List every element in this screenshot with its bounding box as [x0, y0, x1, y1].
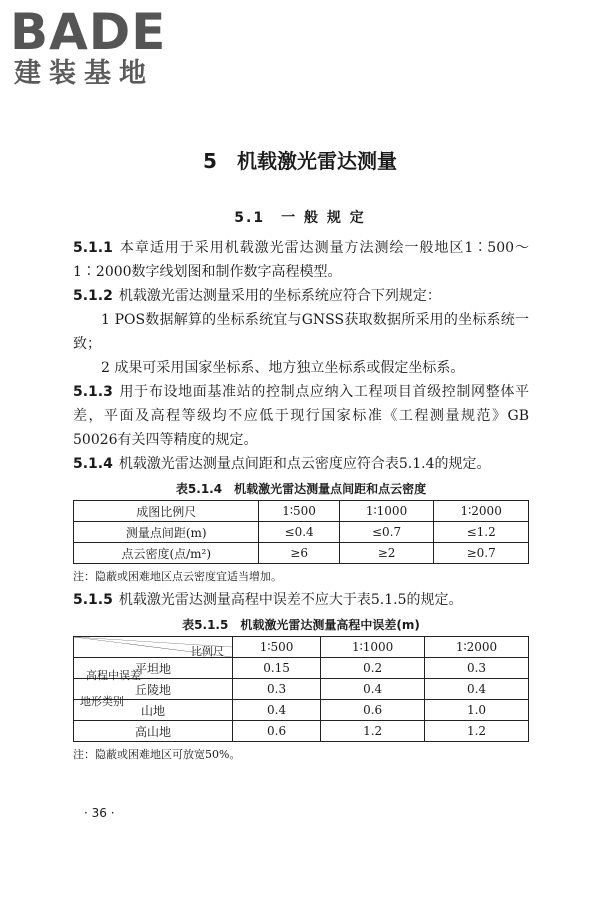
table-cell: 0.3	[233, 679, 321, 700]
table-cell: 0.15	[233, 658, 321, 679]
table-row	[74, 543, 529, 564]
clause-text: 本章适用于采用机载激光雷达测量方法测绘一般地区1∶500～1∶2000数字线划图和制作数字高程模型。	[73, 240, 529, 280]
table-cell: 0.4	[425, 679, 529, 700]
table-cell: ≥2	[339, 543, 434, 564]
table-header-cell: 1∶1000	[321, 637, 425, 658]
clause-number: 5.1.1	[73, 240, 113, 256]
table-cell: 0.2	[321, 658, 425, 679]
table-cell: 0.4	[321, 679, 425, 700]
table-cell: 1.2	[321, 721, 425, 742]
table-cell: ≤1.2	[434, 522, 529, 543]
table-header-cell: 1∶1000	[339, 501, 434, 522]
clause-text: 机载激光雷达测量采用的坐标系统应符合下列规定：	[118, 288, 441, 304]
table-cell: 1.2	[425, 721, 529, 742]
clause-text: 机载激光雷达测量点间距和点云密度应符合表5.1.4的规定。	[118, 456, 491, 472]
brand-logo	[10, 3, 167, 90]
table-cell: 0.3	[425, 658, 529, 679]
table-cell: ≥0.7	[434, 543, 529, 564]
logo-wordmark: BADE	[10, 3, 167, 61]
table-5-1-4-caption: 表5.1.4 机载激光雷达测量点间距和点云密度	[175, 482, 427, 496]
clause-5-1-5	[73, 588, 529, 612]
table-5-1-4-note: 注：隐蔽或困难地区点云密度宜适当增加。	[73, 570, 282, 583]
table-cell: 点云密度(点/m²)	[74, 543, 259, 564]
table-header-row	[74, 501, 529, 522]
clause-5-1-1	[73, 236, 529, 284]
table-row	[74, 522, 529, 543]
corner-label-terrain: 地形类别	[80, 695, 124, 708]
table-row	[74, 721, 529, 742]
clause-number: 5.1.4	[73, 456, 113, 472]
table-header-cell: 1∶500	[233, 637, 321, 658]
table-5-1-4	[73, 500, 529, 564]
table-cell: 1.0	[425, 700, 529, 721]
chapter-title: 5 机载激光雷达测量	[203, 149, 397, 173]
clause-5-1-3	[73, 380, 529, 452]
corner-label-error: 高程中误差	[86, 669, 141, 682]
document-body	[73, 236, 529, 766]
table-5-1-5	[73, 636, 529, 742]
clause-text: 用于布设地面基准站的控制点应纳入工程项目首级控制网整体平差，平面及高程等级均不应低于现行国家标准《工程测量规范》GB 50026有关四等精度的规定。	[73, 384, 529, 448]
clause-5-1-4	[73, 452, 529, 476]
table-header-row	[74, 637, 529, 658]
table-header-cell: 1∶500	[259, 501, 339, 522]
clause-5-1-2-item-2: 2 成果可采用国家坐标系、地方独立坐标系或假定坐标系。	[101, 360, 465, 376]
table-cell: 山地	[74, 700, 233, 721]
table-cell: 测量点间距(m)	[74, 522, 259, 543]
table-cell: 丘陵地	[74, 679, 233, 700]
corner-label-scale: 比例尺	[191, 645, 224, 658]
clause-text: 机载激光雷达测量高程中误差不应大于表5.1.5的规定。	[118, 592, 463, 608]
clause-5-1-2	[73, 284, 529, 308]
table-cell: 0.6	[321, 700, 425, 721]
clause-number: 5.1.3	[73, 384, 113, 400]
table-cell: 0.4	[233, 700, 321, 721]
table-cell: 平坦地	[74, 658, 233, 679]
table-cell: 高山地	[74, 721, 233, 742]
clause-number: 5.1.5	[73, 592, 113, 608]
table-header-cell: 1∶2000	[425, 637, 529, 658]
table-row	[74, 679, 529, 700]
clause-number: 5.1.2	[73, 288, 113, 304]
table-header-cell: 1∶2000	[434, 501, 529, 522]
table-row	[74, 658, 529, 679]
clause-5-1-2-item-1: 1 POS数据解算的坐标系统宜与GNSS获取数据所采用的坐标系统一致；	[73, 312, 529, 352]
section-title: 5.1 一 般 规 定	[234, 210, 366, 226]
table-row	[74, 700, 529, 721]
table-5-1-5-caption: 表5.1.5 机载激光雷达测量高程中误差(m)	[182, 618, 420, 632]
page-number: · 36 ·	[84, 806, 115, 820]
logo-subtitle: 建装基地	[14, 58, 154, 89]
table-header-cell: 成图比例尺	[74, 501, 259, 522]
table-cell: ≤0.4	[259, 522, 339, 543]
table-5-1-5-note: 注：隐蔽或困难地区可放宽50%。	[73, 748, 241, 761]
table-cell: 0.6	[233, 721, 321, 742]
table-cell: ≤0.7	[339, 522, 434, 543]
table-cell: ≥6	[259, 543, 339, 564]
